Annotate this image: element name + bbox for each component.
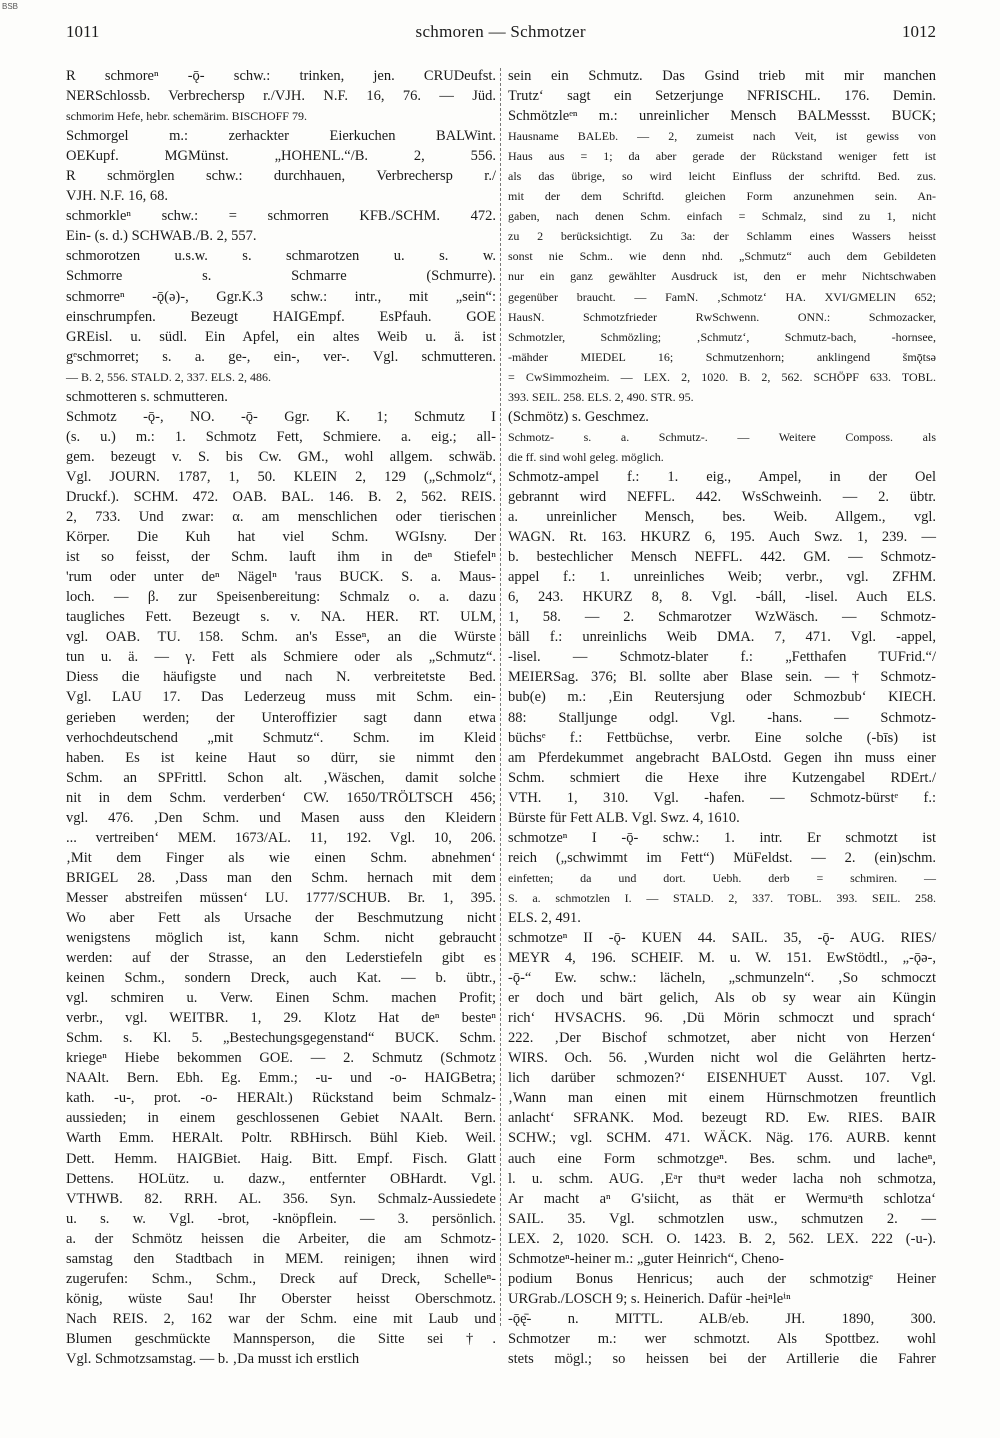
text-line: reich („schwimmt im Fett“) MüFeldst. — 2. (ein)schm. xyxy=(508,849,936,866)
text-line: 222. ‚Der Bischof schmotzet, aber nicht von Herzen‘ xyxy=(508,1030,936,1047)
text-line: appel f.: 1. unreinliches Weib; verbr., vgl. ZFHM. xyxy=(508,569,936,586)
text-line: Vgl. JOURN. 1787, 1, 50. KLEIN 2, 129 („Schmolz“, xyxy=(66,468,496,485)
text-line: zugerufen: Schm., Schm., Dreck auf Dreck, Schelleⁿ- xyxy=(66,1270,496,1287)
text-line: WIRS. Och. 56. ‚Wurden nicht wol die Gelährten hertz- xyxy=(508,1050,936,1067)
text-line: auch eine Form schmotzgeⁿ. Bes. schm. und lacheⁿ, xyxy=(508,1150,936,1167)
text-line: BRIGEL 28. ‚Dass man den Schm. hernach mit dem xyxy=(66,869,496,886)
library-watermark: BSB xyxy=(2,2,19,11)
text-line: Schm. an SPFrittl. Schon alt. ‚Wäschen, damit solche xyxy=(66,769,496,786)
text-line: sonst nie Schm.. wie denn nhd. „Schmutz“ auch dem Gebildeten xyxy=(508,249,936,264)
text-line: GREisl. u. südl. Ein Apfel, ein altes Weib u. ä. ist xyxy=(66,328,496,345)
text-line: schmorotzen u.s.w. s. schmarotzen u. s. w. xyxy=(66,248,496,265)
text-line: SAIL. 35. Vgl. schmotzlen usw., schmutzen 2. — xyxy=(508,1210,936,1227)
text-line: WAGN. Rt. 163. HKURZ 6, 195. Auch Swz. 1, 239. — xyxy=(508,529,936,546)
text-line: vgl. 476. ‚Den Schm. und Masen auss den Kleidern xyxy=(66,809,496,826)
text-line: bub(e) m.: ‚Ein Reutersjung oder Schmozbub‘ KIECH. xyxy=(508,689,936,706)
column-divider xyxy=(500,68,502,1326)
text-line: schmorim Hefe, hebr. schemärim. BISCHOFF 79. xyxy=(66,109,307,124)
text-line: schmorreⁿ -ǭ(ə)-, Ggr.K.3 schw.: intr., mit „sein“: xyxy=(66,288,496,305)
page-number-left: 1011 xyxy=(66,22,100,41)
text-line: Trutz‘ sagt ein Setzerjunge NFRISCHL. 176. Demin. xyxy=(508,88,936,105)
text-line: als das übrige, so wird leicht Einfluss der schriftd. Bed. zus. xyxy=(508,169,936,184)
text-line: sein ein Schmutz. Das Gsind trieb mit mir manchen xyxy=(508,68,936,84)
text-line: Schmotzler, Schmözling; ‚Schmutz‘, Schmutz-bach, -hornsee, xyxy=(508,329,936,344)
text-line: Schmotz-ampel f.: 1. eig., Ampel, in der Oel xyxy=(508,468,936,485)
text-line: gᵉschmorret; s. a. ge-, ein-, ver-. Vgl. schmutteren. xyxy=(66,348,496,365)
text-line: gem. bezeugt v. S. bis Cw. GM., wohl allgem. schwäb. xyxy=(66,448,496,465)
right-column xyxy=(508,66,936,1367)
text-line: VTH. 1, 310. Vgl. -hafen. — Schmotz-bürstᵉ f.: xyxy=(508,789,936,806)
text-line: einfetten; da und dort. Uebh. derb = schmiren. — xyxy=(508,870,936,885)
text-line: ELS. 2, 491. xyxy=(508,909,581,926)
text-line: Schmotzer m.: wer schmotzt. Als Spottbez. wohl xyxy=(508,1330,936,1347)
text-line: HausN. Schmotzfrieder RwSchwenn. ONN.: Schmozacker, xyxy=(508,309,936,324)
text-line: 393. SEIL. 258. ELS. 2, 490. STR. 95. xyxy=(508,389,694,404)
text-line: Haus aus = 1; da aber gerade der Rückstand weniger fett ist xyxy=(508,149,936,164)
text-line: Schm. schmiert die Hexe ihre Kutzengabel RDErt./ xyxy=(508,769,936,786)
text-line: Dettens. HOLütz. u. dazw., entfernter OBHardt. Vgl. xyxy=(66,1170,496,1187)
text-line: -ǭ-“ Ew. schw.: lächeln, „schmunzeln“. ‚So schmoczt xyxy=(508,970,936,987)
text-line: 88: Stalljunge odgl. Vgl. -hans. — Schmotz- xyxy=(508,709,936,726)
text-line: verbr., vgl. WEITBR. 1, 29. Klotz Hat deⁿ besteⁿ xyxy=(66,1010,496,1027)
page-header xyxy=(66,20,936,44)
text-line: er doch und bärt gelich, Als ob sy wear ain Küngin xyxy=(508,990,936,1007)
text-line: zu 2 berücksichtigt. Zu 3a: der Schlamm eines Wassers heisst xyxy=(508,229,936,244)
text-line: ist so feisst, der Schm. lauft ihm in deⁿ Stiefelⁿ xyxy=(66,549,496,566)
text-line: Hausname BALEb. — 2, zumeist nach Veit, ist gewiss von xyxy=(508,129,936,144)
text-line: gegenüber braucht. — FamN. ‚Schmotz‘ HA. XVI/GMELIN 652; xyxy=(508,289,936,304)
text-line: rich‘ HVSACHS. 96. ‚Dü Mörin schmoczt und sprach‘ xyxy=(508,1010,936,1027)
text-line: könig, wüste Sau! Ihr Oberster heisst Oberschmotz. xyxy=(66,1290,496,1307)
text-line: Warth Emm. HERAlt. Poltr. RBHirsch. Bühl Kieb. Weil. xyxy=(66,1130,496,1147)
text-line: mit der dem Schriftd. gleichen Form anzunehmen sein. An- xyxy=(508,189,936,204)
text-line: -lisel. — Schmotz-blater f.: „Fetthafen TUFrid.“/ xyxy=(508,649,936,666)
text-line: b. bestechlicher Mensch NEFFL. 442. GM. — Schmotz- xyxy=(508,549,936,566)
text-line: loch. — β. zur Speisenbereitung: Schmalz o. a. dazu xyxy=(66,589,496,606)
text-line: VJH. N.F. 16, 68. xyxy=(66,188,168,205)
text-line: Schmotz- s. a. Schmutz-. — Weitere Composs. als xyxy=(508,429,936,444)
text-line: R schmoreⁿ -ǭ- schw.: trinken, jen. CRUDeufst. xyxy=(66,68,496,84)
text-line: nit in dem Schm. verderben‘ CW. 1650/TRÖLTSCH 456; xyxy=(66,789,496,806)
text-line: einschrumpfen. Bezeugt HAIGEmpf. EsPfauh. GOE xyxy=(66,308,496,325)
text-line: vgl. schmiren u. Verw. Einen Schm. machen Profit; xyxy=(66,990,496,1007)
text-line: = CwSimmozheim. — LEX. 2, 1020. B. 2, 562. SCHÖPF 633. TOBL. xyxy=(508,369,936,384)
text-line: u. s. w. Vgl. -brot, -knöpflein. — 3. persönlich. xyxy=(66,1210,496,1227)
text-line: werden: auf der Strasse, an den Lederstiefeln gibt es xyxy=(66,950,496,967)
text-line: ... vertreiben‘ MEM. 1673/AL. 11, 192. Vgl. 10, 206. xyxy=(66,829,496,846)
text-line: Dett. Hemm. HAIGBiet. Haig. Bitt. Empf. Fisch. Glatt xyxy=(66,1150,496,1167)
text-line: 1, 58. — 2. Schmarotzer WzWäsch. — Schmotz- xyxy=(508,609,936,626)
text-line: kath. -u-, prot. -o- HERAlt.) Rückstand beim Schmalz- xyxy=(66,1090,496,1107)
text-line: LEX. 2, 1020. SCH. O. 1423. B. 2, 562. LEX. 222 (-u-). xyxy=(508,1230,936,1247)
text-line: VTHWB. 82. RRH. AL. 356. Syn. Schmalz-Aussiedete xyxy=(66,1190,496,1207)
text-line: samstag den Stadtbach in MEM. reinigen; ihnen wird xyxy=(66,1250,496,1267)
text-line: -ǭę̄- n. MITTL. ALB/eb. JH. 1890, 300. xyxy=(508,1310,936,1327)
text-line: Diess die häufigste und nach N. verbreitetste Bed. xyxy=(66,669,496,686)
text-line: schmotzeⁿ I -ǭ- schw.: 1. intr. Er schmotzt ist xyxy=(508,829,936,846)
text-line: Wo aber Fett als Ursache der Beschmutzung nicht xyxy=(66,909,496,926)
text-line: tun u. ä. — γ. Fett als Schmiere oder als „Schmutz“. xyxy=(66,649,496,666)
running-title: schmoren — Schmotzer xyxy=(415,22,586,41)
text-line: l. u. schm. AUG. ‚Eᵃr thuᵃt weder lacha noh schmotza, xyxy=(508,1170,936,1187)
text-line: keinen Schm., sondern Dreck, auch Kat. — b. übtr., xyxy=(66,970,496,987)
text-line: am Pferdekummet angebracht BALOstd. Gegen ihn muss einer xyxy=(508,749,936,766)
text-line: OEKupf. MGMünst. „HOHENL.“/B. 2, 556. xyxy=(66,148,496,165)
text-line: Ein- (s. d.) SCHWAB./B. 2, 557. xyxy=(66,228,257,245)
text-line: MEIERSag. 376; Bl. sollte aber Blase sein. — † Schmotz- xyxy=(508,669,936,686)
text-line: podium Bonus Henricus; auch der schmotzigᵉ Heiner xyxy=(508,1270,936,1287)
text-line: a. unreinlicher Mensch, bes. Weib. Allgem., vgl. xyxy=(508,509,936,526)
text-line: Körper. Die Kuh hat viel Schm. WGIsny. Der xyxy=(66,529,496,546)
text-line: NAAlt. Bern. Ebh. Eg. Emm.; -u- und -o- HAIGBetra; xyxy=(66,1070,496,1087)
text-line: MEYR 4, 196. SCHEIF. M. u. W. 151. EwStödtl., „-ǭə-, xyxy=(508,950,936,967)
text-line: Bürste für Fett ALB. Vgl. Swz. 4, 1610. xyxy=(508,809,740,826)
text-line: Vgl. Schmotzsamstag. — b. ‚Da musst ich erstlich xyxy=(66,1351,360,1367)
text-line: gebrannt wird NEFFL. 442. WsSchweinh. — 2. übtr. xyxy=(508,488,936,505)
text-line: verhochdeutschend „mit Schmutz“. Schm. im Kleid xyxy=(66,729,496,746)
text-line: Schmotz -ǭ-, NO. -ǭ- Ggr. K. 1; Schmutz I xyxy=(66,408,496,425)
text-line: — B. 2, 556. STALD. 2, 337. ELS. 2, 486. xyxy=(66,369,272,384)
text-line: taugliches Fett. Bezeugt s. v. NA. HER. RT. ULM, xyxy=(66,609,496,626)
text-line: URGrab./LOSCH 9; s. Heinerich. Dafür -heiⁿleⁱⁿ xyxy=(508,1290,791,1307)
left-column xyxy=(66,66,496,1367)
text-line: a. der Schmötz heissen die Arbeiter, die am Schmotz- xyxy=(66,1230,496,1247)
text-line: aussieden; in einem geschlossenen Gebiet NAAlt. Bern. xyxy=(66,1110,496,1127)
text-line: anlacht‘ SFRANK. Mod. bezeugt RD. Ew. RIES. BAIR xyxy=(508,1110,936,1127)
text-line: wenigstens möglich ist, kann Schm. nicht gebraucht xyxy=(66,930,496,947)
text-line: nur ein ganz gewählter Ausdruck ist, den er mehr Nichtschwaben xyxy=(508,269,936,284)
text-line: vgl. OAB. TU. 158. Schm. an's Esseⁿ, an die Würste xyxy=(66,629,496,646)
text-line: Schmorre s. Schmarre (Schmurre). xyxy=(66,268,496,285)
text-line: NERSchlossb. Verbrechersp r./VJH. N.F. 16, 76. — Jüd. xyxy=(66,88,496,105)
text-line: Schmotzeⁿ-heiner m.: „guter Heinrich“, Cheno- xyxy=(508,1250,784,1267)
text-line: schmorkleⁿ schw.: = schmorren KFB./SCHM. 472. xyxy=(66,208,496,225)
text-line: (Schmötz) s. Geschmez. xyxy=(508,408,649,425)
text-line: 'rum oder unter deⁿ Nägelⁿ 'raus BUCK. S. a. Maus- xyxy=(66,569,496,586)
text-line: schmotteren s. schmutteren. xyxy=(66,388,228,405)
text-line: 2, 733. Und zwar: α. am menschlichen oder tierischen xyxy=(66,509,496,526)
text-line: haben. Es ist keine Haut so dürr, sie nimmt den xyxy=(66,749,496,766)
text-line: -mähder MIEDEL 16; Schmutzenhorn; anklingend šmǭtsə xyxy=(508,349,936,364)
text-line: 6, 243. HKURZ 8, 8. Vgl. -báll, -lisel. Auch ELS. xyxy=(508,589,936,606)
page-number-right: 1012 xyxy=(901,22,936,41)
text-line: bäll f.: unreinlichs Weib DMA. 7, 471. Vgl. -appel, xyxy=(508,629,936,646)
text-line: büchsᵉ f.: Fettbüchse, verbr. Eine solche (-bīs) ist xyxy=(508,729,936,746)
text-line: gaben, nach denen Schm. einfach = Schmalz, sind zu 1, nicht xyxy=(508,209,936,224)
text-line: Schm. s. Kl. 5. „Bestechungsgegenstand“ BUCK. Schm. xyxy=(66,1030,496,1047)
text-line: Messer abstreifen müssen‘ LU. 1777/SCHUB. Br. 1, 395. xyxy=(66,889,496,906)
text-line: Druckf.). SCHM. 472. OAB. BAL. 146. B. 2, 562. REIS. xyxy=(66,488,496,505)
text-line: R schmörglen schw.: durchhauen, Verbrechersp r./ xyxy=(66,168,496,185)
text-line: Vgl. LAU 17. Das Lederzeug muss mit Schm. ein- xyxy=(66,689,496,706)
text-line: ‚Wann man einen mit einem Hürnschmotzen freuntlich xyxy=(508,1090,936,1107)
text-line: stets mögl.; so heissen bei der Artillerie die Fahrer xyxy=(508,1351,936,1367)
text-line: SCHW.; vgl. SCHM. 471. WÄCK. Näg. 176. AURB. kennt xyxy=(508,1130,936,1147)
text-line: schmotzeⁿ II -ǭ- KUEN 44. SAIL. 35, -ǭ- AUG. RIES/ xyxy=(508,930,936,947)
text-line: (s. u.) m.: 1. Schmotz Fett, Schmiere. a. eig.; all- xyxy=(66,428,496,445)
text-line: Nach REIS. 2, 162 war der Schm. eine mit Laub und xyxy=(66,1310,496,1327)
text-line: lich darüber schmozen?‘ EISENHUET Ausst. 107. Vgl. xyxy=(508,1070,936,1087)
text-line: gerieben werden; der Unteroffizier sagt dann etwa xyxy=(66,709,496,726)
text-line: Ar macht aⁿ G'siicht, as thät er Wermuᵃth schlotza‘ xyxy=(508,1190,936,1207)
text-line: die ff. sind wohl geleg. möglich. xyxy=(508,449,664,464)
text-line: kriegeⁿ Hiebe bekommen GOE. — 2. Schmutz (Schmotz xyxy=(66,1050,496,1067)
text-line: Schmorgel m.: zerhackter Eierkuchen BALWint. xyxy=(66,128,496,145)
text-line: S. a. schmotzlen I. — STALD. 2, 337. TOBL. 393. SEIL. 258. xyxy=(508,890,936,905)
text-line: Blumen geschmückte Mannsperson, die Sitte sei †. xyxy=(66,1330,496,1347)
text-line: ‚Mit dem Finger als wie einen Schm. abnehmen‘ xyxy=(66,849,496,866)
text-line: Schmötzleᵉⁿ m.: unreinlicher Mensch BALMessst. BUCK; xyxy=(508,108,936,125)
